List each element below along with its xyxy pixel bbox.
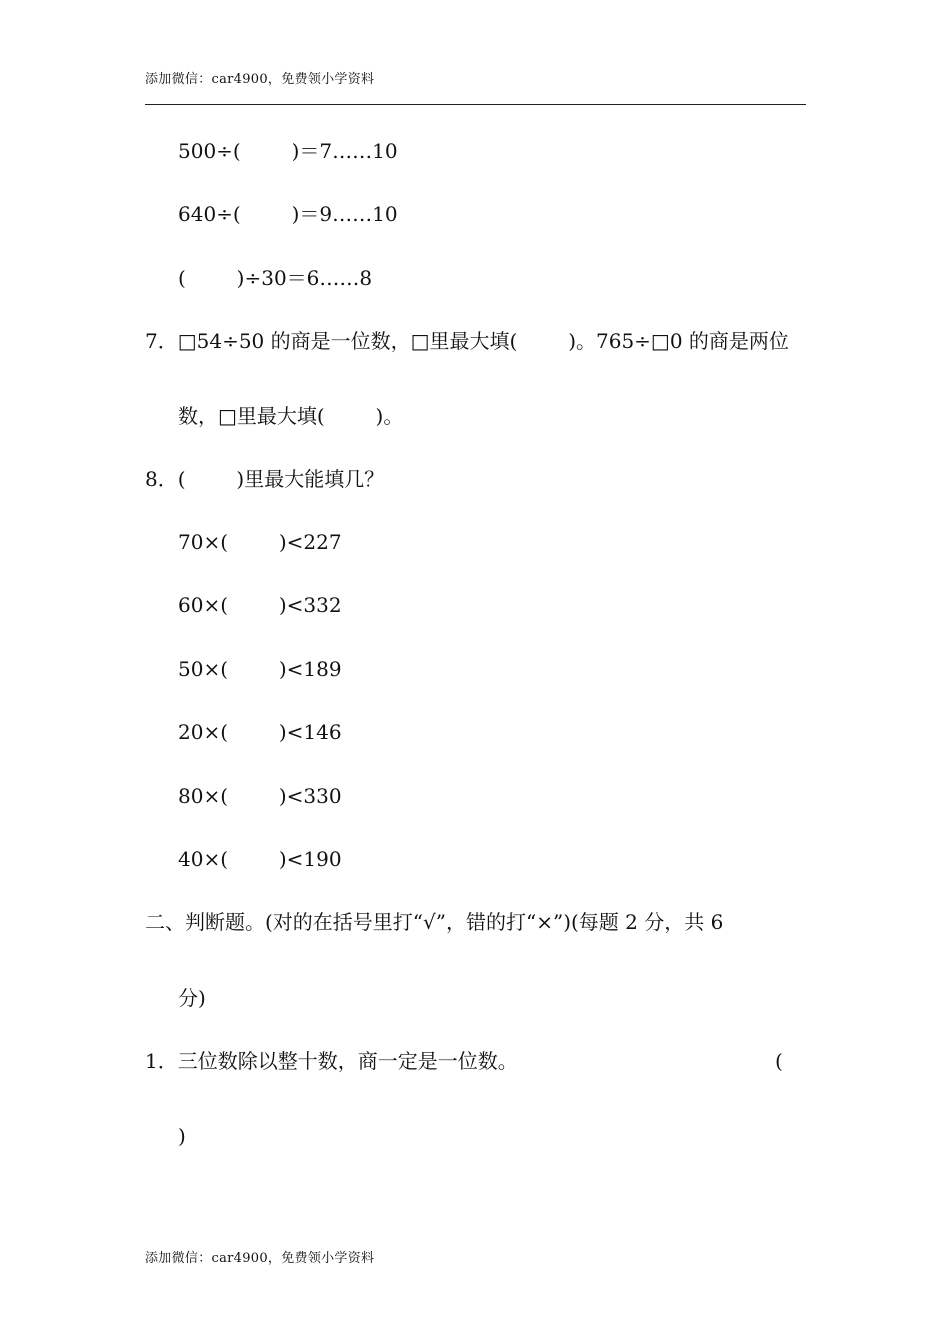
page-header: 添加微信：car4900，免费领小学资料 <box>145 72 375 87</box>
division-item-2: 640÷( )＝9……10 <box>178 202 398 226</box>
question-8-item-3: 50×( )<189 <box>178 657 342 681</box>
section-2-heading-line-2: 分) <box>178 986 206 1010</box>
question-7-line-2: 数，□里最大填( )。 <box>178 404 404 428</box>
answer-open-paren: ( <box>775 1049 783 1073</box>
question-8-item-2: 60×( )<332 <box>178 593 342 617</box>
question-8-item-6: 40×( )<190 <box>178 847 342 871</box>
question-8-item-5: 80×( )<330 <box>178 784 342 808</box>
answer-close-paren: ) <box>178 1124 186 1148</box>
page-footer: 添加微信：car4900，免费领小学资料 <box>145 1251 375 1266</box>
division-item-1: 500÷( )＝7……10 <box>178 139 398 163</box>
question-8-item-4: 20×( )<146 <box>178 720 342 744</box>
question-8-title: 8．( )里最大能填几？ <box>145 467 385 491</box>
section-2-heading-line-1: 二、判断题。(对的在括号里打“√”，错的打“×”)(每题 2 分，共 6 <box>145 910 724 934</box>
true-false-question-1: 1．三位数除以整十数，商一定是一位数。 <box>145 1049 518 1073</box>
question-8-item-1: 70×( )<227 <box>178 530 342 554</box>
question-7-line-1: 7．□54÷50 的商是一位数，□里最大填( )。765÷□0 的商是两位 <box>145 329 789 353</box>
division-item-3: ( )÷30＝6……8 <box>178 266 373 290</box>
header-rule <box>145 104 806 105</box>
